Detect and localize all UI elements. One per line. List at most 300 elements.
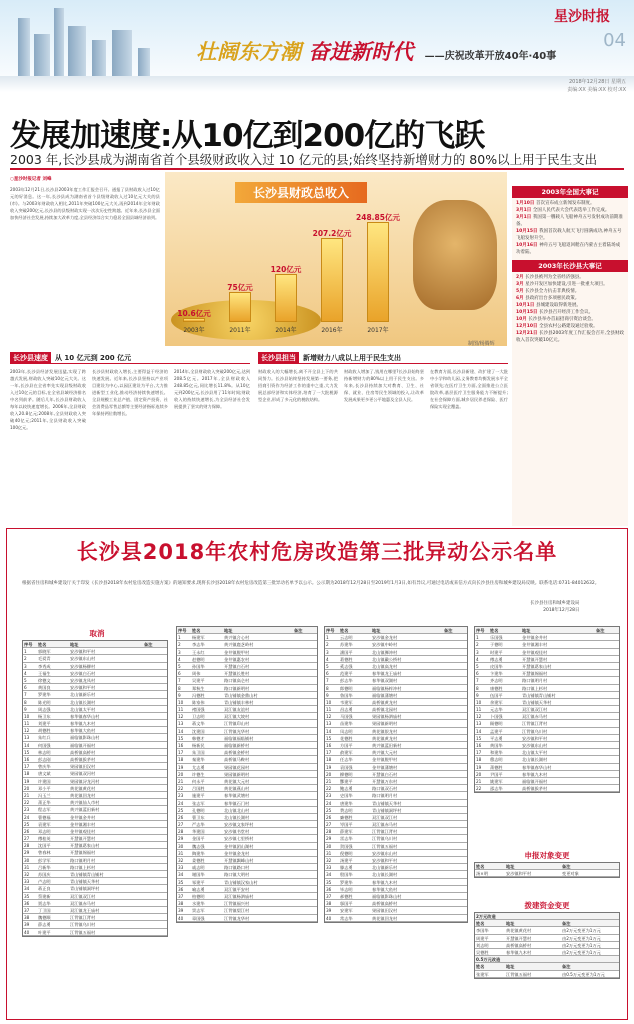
- table-cell: 余建军: [490, 699, 503, 705]
- table-cell: 萧德胜: [490, 764, 503, 770]
- table-cell: 北山镇长湖村: [522, 757, 548, 763]
- issue-date: 2018年12月28日: [543, 608, 580, 613]
- table-row: [177, 900, 317, 907]
- table-row: [325, 814, 467, 821]
- table-cell: 苏国庆: [38, 872, 51, 877]
- table-row: [177, 764, 317, 771]
- table-cell: 岑国平: [340, 822, 353, 828]
- table-cell: 青山铺镇汉家山村: [224, 879, 258, 885]
- table-cell: 27: [24, 836, 30, 842]
- table-cell: 青山铺镇青山铺村: [70, 872, 104, 877]
- table-row: [325, 641, 467, 648]
- table-cell: 周志强: [38, 706, 51, 712]
- table-cell: 路口镇新明村: [224, 685, 250, 691]
- table-cell: 9: [24, 706, 27, 712]
- table-row: [177, 756, 317, 763]
- table-header: [23, 641, 167, 648]
- table-cell: 蒋正良: [38, 886, 51, 892]
- table-cell: 开慧镇白石村: [224, 663, 250, 669]
- table-cell: 由0.5万元变更为1万元: [562, 971, 605, 977]
- table-row: [475, 949, 619, 956]
- edition-editors: 责编:XX 美编:XX 校对:XX: [567, 87, 626, 93]
- table-cell: 吴德胜: [476, 949, 489, 955]
- event-date: 6月: [516, 296, 526, 301]
- cancel-title: 取消: [89, 629, 105, 638]
- table-cell: 福临镇影珠山村: [372, 893, 402, 899]
- table-row: [325, 677, 467, 684]
- table-cell: 赵德明: [192, 656, 205, 662]
- table-cell: 春华镇大鱼村: [372, 886, 398, 892]
- table-cell: 36: [178, 886, 184, 892]
- event-text: 长沙县举办首届招商引资洽谈会。: [528, 317, 596, 322]
- table-cell: 17: [326, 750, 332, 756]
- event-date: 3月1日: [516, 208, 533, 213]
- table-cell: 21: [178, 778, 184, 784]
- table-cell: 何永平: [192, 778, 205, 784]
- event-date: 10月16日: [516, 243, 540, 248]
- table-row: [177, 663, 317, 670]
- table-cell: 沈建国: [192, 728, 205, 734]
- table-cell: 姓名: [38, 642, 47, 647]
- table-cell: 酆建平: [340, 778, 353, 784]
- table-cell: 北山镇长湖村: [70, 699, 96, 705]
- table-cell: 15: [24, 749, 30, 755]
- table-cell: 卢志明: [38, 879, 51, 885]
- table-cell: 李秀成: [38, 663, 51, 669]
- table-cell: 开慧镇万东村: [372, 778, 398, 784]
- table-cell: 5: [24, 677, 27, 683]
- table-cell: 江背镇福兴村: [224, 901, 250, 907]
- table-cell: 章国强: [192, 915, 205, 921]
- table-row: [325, 907, 467, 914]
- table-cell: 金井镇脱甲村: [224, 649, 250, 655]
- table-cell: 1: [476, 635, 479, 641]
- table-row: [325, 699, 467, 706]
- table-cell: 汤建平: [340, 858, 353, 863]
- table-row: [475, 742, 619, 749]
- table-cell: 21: [476, 778, 482, 784]
- table-cell: 金井镇脱甲村: [372, 757, 398, 763]
- events-2003-list: [512, 198, 628, 258]
- events-2003-title: 2003年全国大事记: [512, 186, 628, 198]
- table-cell: 邹建平: [192, 879, 205, 885]
- table-row: [177, 656, 317, 663]
- table-row: [475, 692, 619, 699]
- table-cell: 江背镇江背村: [372, 829, 398, 835]
- table-row: [325, 835, 467, 842]
- table-row: [177, 857, 317, 864]
- table-cell: 安沙镇白石村: [70, 670, 96, 676]
- table-row: [475, 971, 619, 978]
- chart-value-label: 120亿元: [270, 264, 302, 274]
- table-cell: 春华镇九木村: [522, 771, 548, 777]
- table-cell: 苏建华: [340, 642, 353, 648]
- table-cell: 金井镇团山湖村: [224, 843, 254, 849]
- table-row: [475, 713, 619, 720]
- table-cell: 果园镇浔龙河村: [70, 778, 100, 784]
- event-item: [516, 207, 624, 214]
- table-row: [325, 663, 467, 670]
- table-cell: 孙国华: [192, 663, 205, 669]
- change-fund-title: 拨建资金变更: [524, 901, 570, 910]
- table-cell: 华建国: [192, 829, 205, 835]
- table-cell: 路口镇明月村: [522, 678, 548, 684]
- table-row: [177, 713, 317, 720]
- table-cell: 序号: [178, 628, 187, 633]
- table-cell: 12: [326, 714, 332, 720]
- table-row: [325, 656, 467, 663]
- table-row: [325, 756, 467, 763]
- table-row: [23, 900, 167, 907]
- table-cell: 28: [24, 843, 30, 849]
- table-row: [325, 713, 467, 720]
- table-cell: 5: [178, 663, 181, 669]
- table-cell: 褚国强: [192, 707, 205, 713]
- table-cell: 邵志华: [490, 786, 503, 792]
- table-row: [177, 742, 317, 749]
- table-cell: 周建平: [476, 935, 489, 941]
- table-cell: 刘志明: [476, 942, 489, 948]
- notice-issuer: [530, 600, 580, 614]
- table-cell: 江背镇乌川村: [372, 836, 398, 842]
- table-row: [23, 713, 167, 720]
- table-cell: 安沙镇东山村: [522, 743, 548, 748]
- table-cell: 彭志刚: [38, 757, 51, 762]
- table-row: [23, 699, 167, 706]
- table-cell: 23: [24, 807, 30, 813]
- table-row: [177, 807, 317, 814]
- table-cell: 22: [476, 786, 482, 792]
- table-row: [475, 677, 619, 684]
- table-row: [325, 821, 467, 828]
- table-cell: 花德胜: [340, 735, 353, 741]
- table-cell: 序号: [326, 628, 335, 633]
- table-row: [23, 857, 167, 864]
- table-cell: 黄国良: [38, 685, 51, 691]
- chart-bar: [229, 292, 251, 322]
- table-cell: 18: [326, 757, 332, 763]
- table-cell: 1: [178, 635, 181, 641]
- table-cell: 开慧镇长胜村: [224, 671, 250, 677]
- table-cell: 江背镇印山村: [224, 721, 250, 727]
- table-cell: 7: [476, 678, 479, 684]
- table-cell: 金井镇观佳村: [522, 649, 548, 655]
- table-row: [177, 641, 317, 648]
- table-cell: 彭志华: [340, 678, 353, 684]
- table-cell: 贾志华: [38, 900, 51, 906]
- table-cell: 8: [178, 685, 181, 691]
- table-row: [475, 641, 619, 648]
- table-cell: 15: [476, 735, 482, 741]
- table-cell: 16: [24, 757, 30, 762]
- table-cell: 40: [326, 915, 332, 921]
- table-cell: 春华镇龙王庙村: [372, 671, 402, 677]
- table-cell: 黄花镇黄花村: [506, 928, 532, 934]
- table-cell: 路口镇明月村: [372, 793, 398, 799]
- table-row: [475, 778, 619, 785]
- table-cell: 黄兴镇蓝田新村: [372, 743, 402, 748]
- table-cell: 沈国平: [38, 843, 51, 849]
- event-date: 10月15日: [516, 310, 540, 315]
- table-row: [177, 850, 317, 857]
- notice-intro: 根据省住房和城乡建设厅关于印发《长沙县2018年农村危房改造实施方案》的通知要求,现将长沙县2018年农村危房改造第三批异动名单予以公示。公示期为2018年12月28日至2019年1月3日,如有异议,可通过电话或来信方式向长沙县住房和城乡建设局反映。联系电话:0731-84012632。: [22, 581, 600, 586]
- table-cell: 32: [178, 858, 184, 863]
- table-cell: 张建军: [476, 971, 489, 977]
- table-cell: 开慧镇锡福村: [70, 850, 96, 856]
- table-cell: 韩德才: [192, 735, 205, 741]
- event-item: [516, 295, 624, 302]
- event-text: 长沙县被列为全省经济强县。: [525, 275, 584, 280]
- table-cell: 16: [326, 743, 332, 748]
- table-row: [475, 656, 619, 663]
- table-cell: 安沙镇和平村: [506, 871, 532, 877]
- table-cell: 果园镇杨泗庙村: [372, 714, 402, 720]
- section-duty-tag: 长沙县担当: [258, 352, 299, 364]
- table-cell: 31: [24, 864, 30, 870]
- table-cell: 35: [24, 893, 30, 899]
- name-table: [22, 640, 168, 937]
- table-cell: 吕国胜: [192, 786, 205, 792]
- table-cell: 5: [476, 663, 479, 669]
- table-cell: 双江镇大坡村: [224, 714, 250, 720]
- chart-credit: 制图/杨腾辉: [468, 341, 495, 347]
- banner-slogan: [196, 36, 556, 66]
- table-cell: 曹德福: [38, 814, 51, 820]
- table-cell: 穆志明: [490, 757, 503, 763]
- table-cell: 安沙镇和平村: [70, 685, 96, 691]
- table-cell: 福临镇开福村: [70, 742, 96, 748]
- table-cell: 毛爱青: [38, 656, 51, 662]
- table-cell: 福临镇新桥村: [224, 743, 250, 748]
- table-cell: 金井镇金井村: [522, 635, 548, 641]
- table-row: [177, 785, 317, 792]
- table-cell: 路口镇上杉村: [70, 864, 96, 870]
- table-cell: 陈家伟: [192, 699, 205, 705]
- table-cell: 柳德明: [340, 771, 353, 777]
- table-cell: 北山镇长湖村: [224, 814, 250, 820]
- table-cell: 20: [476, 771, 482, 777]
- table-cell: 江背镇光华村: [224, 728, 250, 734]
- table-cell: 张志军: [192, 800, 205, 806]
- table-cell: 5: [326, 663, 329, 669]
- table-cell: 春华镇春华山村: [70, 713, 100, 719]
- table-cell: 福临镇蒲塘村: [372, 692, 398, 698]
- table-cell: 25: [178, 807, 184, 813]
- table-cell: 北山镇长湖村: [372, 872, 398, 878]
- table-row: [325, 785, 467, 792]
- table-row: [23, 864, 167, 871]
- table-row: [475, 942, 619, 949]
- table-row: [177, 728, 317, 735]
- table-cell: 路口镇上杉村: [522, 685, 548, 691]
- table-cell: 安建军: [340, 908, 353, 914]
- table-cell: 蔡建新: [38, 893, 51, 899]
- table-cell: 开慧镇葛家山村: [70, 843, 100, 849]
- table-cell: 28: [178, 829, 184, 835]
- table-cell: 12: [476, 714, 482, 720]
- article-col-5: 财政收入增加了,钱用在哪里?长沙县始终坚持新增财力的80%以上用于民生支出。多年来,长沙县持续加大对教育、卫生、社保、就业、住房等民生领域的投入,让改革发展成果更多更公平地惠及全县人民。: [344, 369, 424, 402]
- event-item: [516, 214, 624, 228]
- table-cell: 任志华: [340, 757, 353, 763]
- table-cell: 6: [24, 685, 27, 691]
- table-cell: 29: [178, 836, 184, 842]
- event-date: 10月15日: [516, 229, 540, 234]
- table-row: [177, 835, 317, 842]
- table-row: [325, 792, 467, 799]
- table-cell: 38: [24, 915, 30, 921]
- table-row: [475, 927, 619, 934]
- table-row: [23, 885, 167, 892]
- table-cell: 安沙镇金龙村: [372, 635, 398, 641]
- table-cell: 青山铺镇天华村: [372, 800, 402, 806]
- table-cell: 14: [476, 728, 482, 734]
- table-cell: 29: [326, 836, 332, 842]
- table-cell: 4: [326, 656, 329, 662]
- table-cell: 30: [326, 843, 332, 849]
- table-row: [325, 720, 467, 727]
- table-cell: 金井镇金井村: [70, 814, 96, 820]
- table-cell: 蒋文华: [192, 721, 205, 727]
- table-cell: 黄兴镇仙人市村: [70, 800, 100, 806]
- table-cell: 35: [178, 879, 184, 885]
- table-cell: 于德明: [490, 642, 503, 648]
- table-cell: 3: [326, 649, 329, 655]
- table-header: [475, 963, 619, 970]
- table-cell: 姚建军: [490, 778, 503, 784]
- table-row: [475, 685, 619, 692]
- table-cell: 15: [326, 735, 332, 741]
- table-cell: 双江镇平安村: [224, 886, 250, 892]
- table-cell: 2: [24, 656, 27, 662]
- table-cell: 江背镇五福村: [70, 929, 96, 935]
- table-cell: 魏德顺: [38, 915, 51, 921]
- chart-category-label: 2003年: [183, 327, 205, 334]
- table-cell: 27: [178, 822, 184, 828]
- table-row: [23, 706, 167, 713]
- issuer-name: 长沙县住房和城乡建设局: [530, 601, 580, 606]
- table-row: [23, 684, 167, 691]
- table-row: [23, 648, 167, 655]
- table-cell: 徐德文: [38, 677, 51, 683]
- table-cell: 喻志勇: [192, 886, 205, 892]
- table-row: [23, 670, 167, 677]
- chart-category-label: 2016年: [321, 327, 343, 334]
- table-cell: 13: [178, 721, 184, 727]
- table-cell: 9: [178, 692, 181, 698]
- table-row: [177, 778, 317, 785]
- table-row: [23, 828, 167, 835]
- table-cell: 殷国华: [340, 872, 353, 878]
- table-cell: 和建华: [490, 750, 503, 756]
- table-cell: 朱红兵: [38, 735, 51, 741]
- table-cell: 鲁国华: [340, 692, 353, 698]
- event-text: 县政府出台多项惠民政策。: [525, 296, 580, 301]
- event-text: 长沙县全力抗击非典疫情。: [525, 289, 580, 294]
- table-cell: 卜国强: [490, 714, 503, 720]
- table-cell: 孔德明: [192, 807, 205, 813]
- event-text: 全县农村公路建设通过验收。: [539, 324, 598, 329]
- table-cell: 高桥镇金桥村: [224, 750, 250, 756]
- table-cell: 汤×明: [476, 871, 488, 877]
- event-item: [516, 316, 624, 323]
- table-cell: 郝德胜: [340, 893, 353, 899]
- table-row: [325, 857, 467, 864]
- table-cell: 26: [24, 828, 30, 834]
- table-row: [23, 763, 167, 770]
- table-cell: 备注: [294, 628, 303, 633]
- table-cell: 范建平: [340, 671, 353, 677]
- table-row: [325, 900, 467, 907]
- table-cell: 卞建华: [490, 671, 503, 677]
- table-cell: 青山铺镇青山铺村: [522, 692, 556, 698]
- chart-bars: [165, 172, 507, 346]
- table-cell: 2万元改造: [476, 914, 496, 919]
- name-table: [324, 626, 468, 923]
- table-row: [177, 864, 317, 871]
- table-cell: 青山铺镇丰林村: [224, 699, 254, 705]
- table-cell: 金井镇金龙村: [224, 850, 250, 856]
- table-cell: 34: [326, 872, 332, 878]
- table-row: [177, 749, 317, 756]
- event-item: [516, 281, 624, 288]
- table-cell: 齐志明: [490, 678, 503, 684]
- table-cell: 金井镇观佳村: [70, 828, 96, 834]
- table-row: [177, 771, 317, 778]
- table-row: [475, 663, 619, 670]
- byline: ○星沙时报记者 刘峰: [10, 177, 52, 182]
- table-cell: 林志明: [38, 749, 51, 755]
- table-cell: 许德生: [192, 771, 205, 777]
- section-speed-tag: 长沙县速度: [10, 352, 51, 364]
- table-cell: 23: [326, 793, 332, 799]
- table-cell: 备注: [562, 864, 571, 869]
- table-cell: 黄花镇大元村: [224, 778, 250, 784]
- article-col-3: 2014年,全县财政收入突破200亿元,达到208.5亿元。2017年,全县财政收入248.85亿元,同比增长11.8%。从10亿元到200亿元,长沙县用了11年时间;财政收入的持续快速增长,为全县经济社会发展提供了坚实的财力保障。: [174, 369, 250, 409]
- table-cell: 备注: [562, 921, 571, 927]
- table-cell: 严志华: [192, 822, 205, 828]
- table-cell: 曾庆华: [38, 764, 51, 770]
- table-cell: 葛德胜: [340, 656, 353, 662]
- table-cell: 潘国平: [340, 649, 353, 655]
- table-cell: 戚志明: [192, 865, 205, 871]
- table-cell: 袁建军: [38, 821, 51, 827]
- table-row: [325, 749, 467, 756]
- chart-value-label: 248.85亿元: [356, 212, 400, 222]
- table-cell: 开慧镇白石村: [372, 771, 398, 777]
- table-cell: 12: [24, 728, 30, 734]
- table-cell: 33: [178, 865, 184, 871]
- event-text: 我国第一艘载人飞船神舟五号发射成功前期准备。: [516, 215, 623, 227]
- table-cell: 开慧镇开慧村: [522, 656, 548, 662]
- table-cell: 安沙镇和平村: [70, 649, 96, 655]
- event-item: [516, 309, 624, 316]
- table-cell: 李国华: [476, 928, 489, 934]
- table-cell: 14: [178, 728, 184, 734]
- table-cell: 6: [476, 671, 479, 677]
- slogan-part-2: 奋进新时代: [308, 40, 414, 64]
- table-cell: 康德胜: [490, 685, 503, 691]
- event-date: 10月: [516, 317, 529, 322]
- table-cell: 何国强: [38, 742, 51, 748]
- table-row: [177, 692, 317, 699]
- edition-date: 2018年12月28日 星期五: [568, 79, 626, 85]
- table-cell: 26: [178, 814, 184, 820]
- event-item: [516, 228, 624, 242]
- event-item: [516, 323, 624, 330]
- table-cell: 春华镇九木村: [70, 721, 96, 727]
- table-cell: 江背镇江背村: [522, 721, 548, 727]
- table-cell: 开慧镇开慧村: [506, 935, 532, 941]
